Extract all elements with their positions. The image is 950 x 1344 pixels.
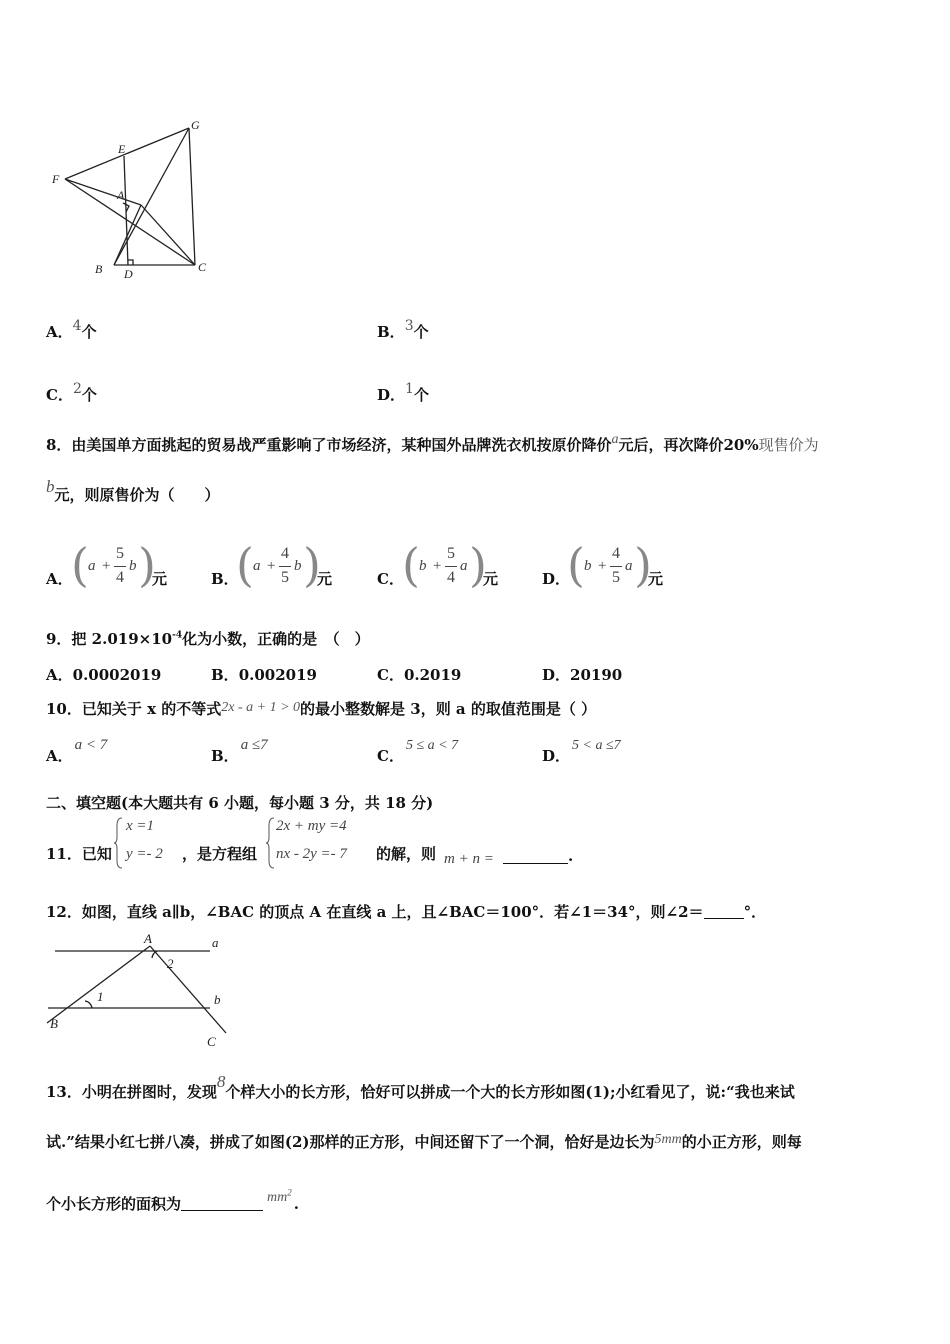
option-text: 0.2019 xyxy=(403,666,462,684)
option-unit: 元 xyxy=(317,570,333,588)
q8-option-a[interactable] xyxy=(46,540,176,594)
label-D: D xyxy=(124,267,133,281)
frac-line xyxy=(610,566,622,567)
q13-unit: $mm^2$ xyxy=(267,1187,292,1205)
plus-sign: + xyxy=(597,558,608,574)
label-angle-1: 1 xyxy=(97,989,104,1004)
q11-sys2-eq2: nx - 2y =- 7 xyxy=(276,846,347,862)
q13-line1 xyxy=(46,1072,795,1102)
q11-end: . xyxy=(568,847,574,865)
q7-option-a[interactable] xyxy=(46,318,97,342)
q9-option-a[interactable] xyxy=(46,664,161,685)
frac-den: 5 xyxy=(281,569,289,586)
label-a: a xyxy=(212,935,219,950)
q13-end: . xyxy=(293,1195,299,1213)
option-letter: C． xyxy=(377,570,404,588)
q9-stem-post: 化为小数，正确的是 （ ） xyxy=(182,630,370,648)
angle-1-arc xyxy=(85,1001,92,1008)
label-B: B xyxy=(95,262,103,276)
left-brace-1 xyxy=(113,817,123,869)
q13-line2 xyxy=(46,1131,802,1152)
option-text: 20190 xyxy=(570,666,623,684)
q11-mid: ，是方程组 xyxy=(182,845,258,863)
q10-option-a[interactable] xyxy=(46,733,108,765)
option-unit: 元 xyxy=(152,570,168,588)
q11-sys1-eq1: x =1 xyxy=(126,818,155,834)
term-v1: a xyxy=(253,558,261,574)
q13-num8: 8 xyxy=(216,1072,226,1091)
q11-suffix: 的解，则 xyxy=(376,845,437,863)
label-angle-2: 2 xyxy=(167,956,174,971)
label-B: B xyxy=(50,1016,58,1031)
plus-sign: + xyxy=(432,558,443,574)
parallel-lines-figure xyxy=(40,930,240,1050)
option-unit: 个 xyxy=(81,386,97,404)
left-paren: ( xyxy=(402,538,420,592)
line-AB xyxy=(47,946,150,1023)
label-C: C xyxy=(198,260,207,274)
option-letter: C． xyxy=(377,666,404,684)
q12-answer-blank[interactable] xyxy=(704,904,744,919)
term-v1: b xyxy=(419,558,427,574)
q12-end: °． xyxy=(743,903,767,921)
q13-answer-blank[interactable] xyxy=(181,1196,263,1211)
q11-answer-blank[interactable] xyxy=(503,849,568,864)
q7-option-b[interactable] xyxy=(377,318,429,342)
q13-l1-post: 个样大小的长方形，恰好可以拼成一个大的长方形如图(1);小红看见了，说:“我也来试 xyxy=(225,1083,795,1101)
option-text: 0.002019 xyxy=(238,666,317,684)
option-text: 5 < a ≤7 xyxy=(572,738,621,753)
option-unit: 元 xyxy=(648,570,664,588)
frac-line xyxy=(114,566,126,567)
q8-option-c[interactable] xyxy=(377,540,507,594)
option-letter: A． xyxy=(46,666,73,684)
section-title: 二、填空题(本大题共有 6 小题，每小题 3 分，共 18 分) xyxy=(46,794,434,812)
segment-FG xyxy=(65,128,189,179)
option-letter: C． xyxy=(377,747,404,765)
option-value: 3 xyxy=(404,318,414,334)
q8-stem-part1: 8．由美国单方面挑起的贸易战严重影响了市场经济，某种国外品牌洗衣机按原价降价 xyxy=(46,436,612,454)
option-unit: 个 xyxy=(413,323,429,341)
q10-option-b[interactable] xyxy=(211,733,268,765)
option-value: 1 xyxy=(405,381,414,397)
option-letter: D． xyxy=(542,747,571,765)
right-paren: ) xyxy=(634,538,652,592)
right-paren: ) xyxy=(469,538,487,592)
q13-l1-pre: 13．小明在拼图时，发现 xyxy=(46,1083,217,1101)
q11-prefix: 11．已知 xyxy=(46,845,112,863)
segment-FC xyxy=(65,179,195,265)
frac-den: 5 xyxy=(612,569,620,586)
option-letter: A． xyxy=(46,747,73,765)
left-brace-2 xyxy=(265,817,275,869)
plus-sign: + xyxy=(101,558,112,574)
q13-l2-pre: 试.”结果小红七拼八凑，拼成了如图(2)那样的正方形，中间还留下了一个洞，恰好是边长为 xyxy=(46,1133,655,1151)
term-v1: a xyxy=(88,558,96,574)
option-text: 5 ≤ a < 7 xyxy=(405,738,459,753)
angle-2-arc xyxy=(152,951,157,958)
q9-stem xyxy=(46,628,370,649)
right-paren: ) xyxy=(303,538,321,592)
frac-line xyxy=(279,566,291,567)
option-letter: B． xyxy=(211,747,239,765)
q8-stem-part2: 元后，再次降价 xyxy=(618,436,724,454)
segment-FA xyxy=(65,179,141,205)
frac-num: 4 xyxy=(281,545,289,562)
q8-option-b[interactable] xyxy=(211,540,341,594)
q8-pct: 20% xyxy=(723,436,759,454)
q13-side: 5mm xyxy=(654,1132,682,1147)
option-letter: B． xyxy=(211,570,239,588)
left-paren: ( xyxy=(567,538,585,592)
q10-stem xyxy=(46,698,596,719)
q13-l2-post: 的小正方形，则每 xyxy=(681,1133,802,1151)
option-text: a < 7 xyxy=(74,737,108,753)
right-paren: ) xyxy=(138,538,156,592)
option-letter: B． xyxy=(211,666,239,684)
plus-sign: + xyxy=(266,558,277,574)
q9-option-d[interactable] xyxy=(542,664,622,685)
left-paren: ( xyxy=(236,538,254,592)
q9-stem-pre: 9．把 2.019×10 xyxy=(46,630,173,648)
term-v1: b xyxy=(584,558,592,574)
line-AC xyxy=(150,946,226,1033)
term-v2: b xyxy=(294,558,302,574)
q8-stem-line2 xyxy=(46,477,220,505)
label-G: G xyxy=(191,118,200,132)
q10-option-c[interactable] xyxy=(377,733,459,765)
q9-exponent: -4 xyxy=(172,630,183,641)
q11-sys1-eq2: y =- 2 xyxy=(126,846,163,862)
var-b: b xyxy=(46,477,55,496)
q11-sys2-eq1: 2x + my =4 xyxy=(276,818,347,834)
q13-unit-sup: 2 xyxy=(287,1187,292,1198)
q11-expr: m + n = xyxy=(444,851,494,867)
segment-GC xyxy=(189,128,195,265)
q7-option-d[interactable] xyxy=(377,381,429,405)
label-A: A xyxy=(144,931,152,946)
q12-stem xyxy=(46,901,766,922)
option-letter: B． xyxy=(377,323,405,341)
option-letter: A． xyxy=(46,570,73,588)
option-text: a ≤7 xyxy=(240,737,268,753)
option-unit: 个 xyxy=(81,323,97,341)
option-letter: A． xyxy=(46,323,73,341)
option-letter: D． xyxy=(542,570,571,588)
frac-den: 4 xyxy=(116,569,124,586)
q8-stem-part3: 现售价为 xyxy=(758,436,819,454)
label-A: A xyxy=(117,188,125,202)
frac-num: 5 xyxy=(447,545,455,562)
frac-num: 5 xyxy=(116,545,124,562)
option-letter: D． xyxy=(377,386,406,404)
option-value: 4 xyxy=(72,318,82,334)
label-C: C xyxy=(207,1034,216,1049)
q9-option-c[interactable] xyxy=(377,664,461,685)
term-v2: b xyxy=(129,558,137,574)
q7-option-c[interactable] xyxy=(46,381,97,405)
q10-stem-pre: 10．已知关于 x 的不等式 xyxy=(46,700,222,718)
option-unit: 元 xyxy=(483,570,499,588)
q9-option-b[interactable] xyxy=(211,664,317,685)
frac-line xyxy=(445,566,457,567)
label-E: E xyxy=(118,142,126,156)
q10-inequality: 2x - a + 1 > 0 xyxy=(221,700,301,715)
q10-option-d[interactable] xyxy=(542,733,621,765)
option-value: 2 xyxy=(72,381,82,397)
q8-option-d[interactable] xyxy=(542,540,672,594)
option-unit: 个 xyxy=(413,386,429,404)
frac-den: 4 xyxy=(447,569,455,586)
q13-line3 xyxy=(46,1187,299,1214)
term-v2: a xyxy=(625,558,633,574)
label-b: b xyxy=(214,992,221,1007)
left-paren: ( xyxy=(71,538,89,592)
q8-stem-part4: 元，则原售价为（ ） xyxy=(54,486,220,504)
term-v2: a xyxy=(460,558,468,574)
q10-stem-post: 的最小整数解是 3，则 a 的取值范围是（ ） xyxy=(300,700,597,718)
q11 xyxy=(46,815,646,873)
q12-stem-text: 12．如图，直线 a∥b，∠BAC 的顶点 A 在直线 a 上，且∠BAC＝100°．若∠1＝34°，则∠2＝ xyxy=(46,903,704,921)
geometry-figure-triangles xyxy=(45,115,220,285)
label-F: F xyxy=(52,172,60,186)
q8-stem-line1 xyxy=(46,434,819,455)
option-letter: D． xyxy=(542,666,571,684)
frac-num: 4 xyxy=(612,545,620,562)
right-angle-mark-D xyxy=(128,260,133,265)
var-a: a xyxy=(611,432,619,447)
q13-l3-pre: 个小长方形的面积为 xyxy=(46,1195,182,1213)
option-text: 0.0002019 xyxy=(72,666,162,684)
option-letter: C． xyxy=(46,386,73,404)
